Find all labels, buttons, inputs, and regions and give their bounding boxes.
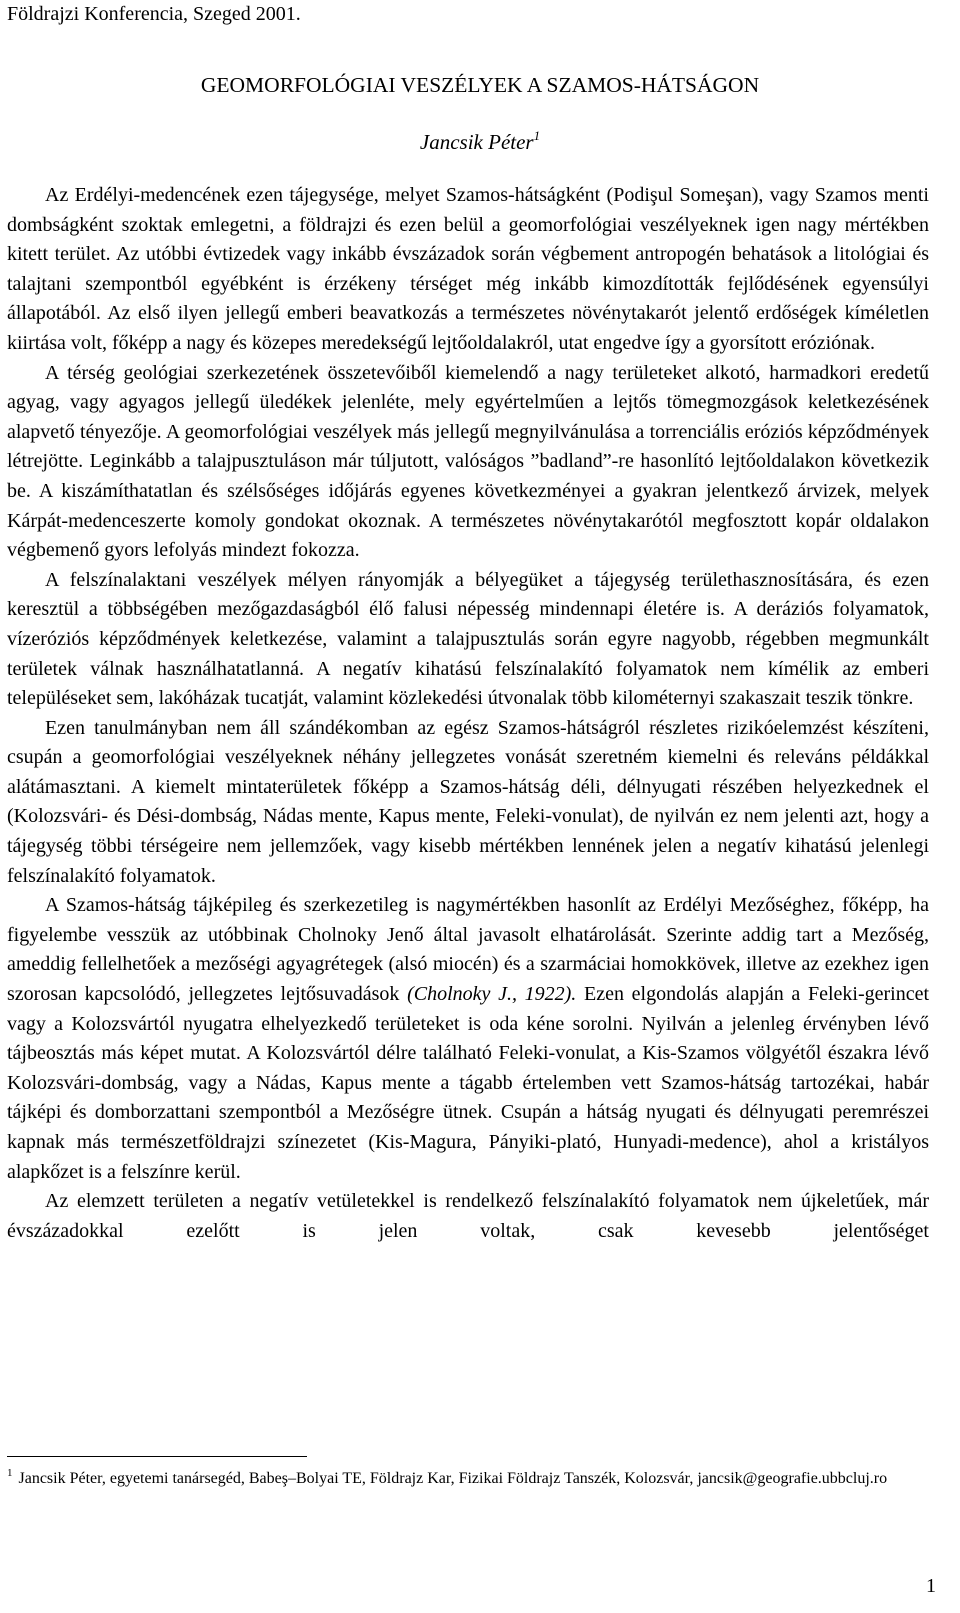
footnote-mark: 1 — [7, 1467, 13, 1479]
article-title: GEOMORFOLÓGIAI VESZÉLYEK A SZAMOS-HÁTSÁGON — [200, 73, 760, 97]
author-footnote-mark: 1 — [533, 128, 541, 143]
paragraph-text: A Szamos-hátság tájképileg és szerkezetileg is nagymértékben hasonlít az Erdélyi Mezőséghez, főképp, ha figyelembe vesszük az utóbbinak Cholnoky Jenő által javasolt elhatárolását. Szerinte addig tart a Mezőség, ameddig fellelhetőek a mezőségi agyagrétegek (alsó miocén) és a szarmáciai homokkövek, illetve az ezekhez igen szorosan kapcsolódó, jellegzetes lejtősuvadások — [7, 894, 929, 1006]
paragraph: A felszínalaktani veszélyek mélyen rányomják a bélyegüket a tájegység területhasznosítására, és ezen keresztül a többségében mezőgazdaságból élő falusi népesség mindennapi életére is. A deráziós folyamatok, vízeróziós képződmények keletkezése, valamint a talajpusztulás során egyre nagyobb, régebben megmunkált területek válnak használhatatlanná. A negatív kihatású felszínalakító folyamatok nem kímélik az emberi településeket sem, lakóházak tucatját, valamint közlekedési útvonalak több kilométernyi szakaszait teszik tönkre. — [7, 568, 929, 710]
citation: (Cholnoky J., 1922). — [407, 983, 577, 1006]
paragraph-text: Ezen elgondolás alapján a Feleki-gerincet vagy a Kolozsvártól nyugatra elhelyezkedő területeket is oda kéne sorolni. Nyilván a jelenleg érvényben lévő tájbeosztás más képet mutat. A Kolozsvártól délre található Feleki-vonulat, a Kis-Szamos völgyétől északra lévő Kolozsvári-dombság, vagy a Nádas, Kapus mente a tágabb értelemben vett Szamos-hátság tartozékai, habár tájképi és domborzattani szempontból a Mezőségre ütnek. Csupán a hátság nyugati és délnyugati peremrészei kapnak más természetföldrajzi színezetet (Kis-Magura, Pányiki-plató, Hunyadi-medence), ahol a kristályos alapkőzet is a felszínre kerül. — [7, 983, 930, 1183]
paragraph: A térség geológiai szerkezetének összetevőiből kiemelendő a nagy területeket alkotó, harmadkori eredetű agyag, vagy agyagos jellegű üledékek jelenléte, mely egyértelműen a lejtős tömegmozgások keletkezésének alapvető tényezője. A geomorfológiai veszélyek más jellegű megnyilvánulása a torrenciális eróziós képződmények létrejötte. Leginkább a talajpusztuláson már túljutott, valóságos ”badland”-re hasonlító lejtőoldalakon következik be. A kiszámíthatatlan és szélsőséges időjárás egyenes következményei a gyakran jelentkező árvizek, melyek Kárpát-medenceszerte komoly gondokat okoznak. A természetes növénytakarótól megfosztott kopár oldalakon végbemenő gyors lefolyás mindezt fokozza. — [7, 361, 929, 562]
footnote-text: Jancsik Péter, egyetemi tanársegéd, Babeş–Bolyai TE, Földrajz Kar, Fizikai Földrajz Tanszék, Kolozsvár, jancsik@geografie.ubbcluj.ro — [18, 1470, 888, 1487]
article-author — [0, 127, 960, 157]
paragraph — [7, 891, 929, 1187]
paragraph: Ezen tanulmányban nem áll szándékomban az egész Szamos-hátságról részletes rizikóelemzést készíteni, csupán a geomorfológiai veszélyeknek néhány jellegzetes vonását szeretném kiemelni és releváns példákkal alátámasztani. A kiemelt mintaterületek főképp a Szamos-hátság déli, délnyugati részében helyezkednek el (Kolozsvári- és Dési-dombság, Nádas mente, Kapus mente, Feleki-vonulat), de nyilván ez nem jelenti azt, hogy a tájegység többi térségeire nem jellemzőek, vagy kisebb mértékben lennének jelen a negatív kihatású jelenlegi felszínalakító folyamatok. — [7, 716, 929, 887]
page-number: 1 — [926, 1575, 936, 1597]
author-name: Jancsik Péter — [419, 130, 534, 154]
paragraph: Az elemzett területen a negatív vetületekkel is rendelkező felszínalakító folyamatok nem újkeletűek, már évszázadokkal ezelőtt is jelen voltak, csak kevesebb jelentőséget — [7, 1190, 929, 1242]
paragraph: Az Erdélyi-medencének ezen tájegysége, melyet Szamos-hátságként (Podişul Someşan), vagy Szamos menti dombságként szoktak emlegetni, a földrajzi és ezen belül a geomorfológiai veszélyeknek igen nagy mértékben kitett terület. Az utóbbi évtizedek vagy inkább évszázadok során végbement antropogén behatások a litológiai és talajtani szempontból egyébként is érzékeny térséget még inkább kimozdították fejlődésének egyensúlyi állapotából. Az első ilyen jellegű emberi beavatkozás a természetes növénytakarót jelentő erdőségek kíméletlen kiirtása volt, főképp a nagy és közepes meredekségű lejtőoldalakról, utat engedve így a gyorsított eróziónak. — [7, 184, 929, 354]
footnote-separator — [7, 1456, 307, 1457]
footnote — [7, 1466, 929, 1492]
article-body — [7, 181, 929, 1246]
running-header: Földrajzi Konferencia, Szeged 2001. — [7, 3, 301, 25]
